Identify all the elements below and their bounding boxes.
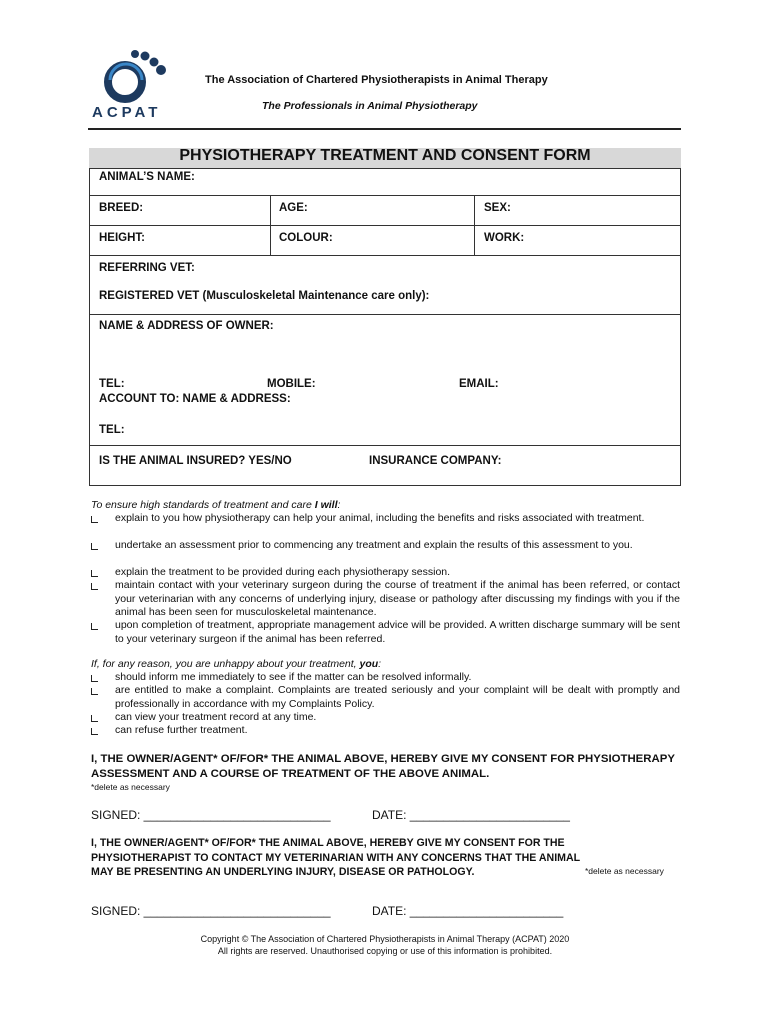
animal-name-field[interactable]: ANIMAL’S NAME: xyxy=(99,171,195,183)
referring-vet-field[interactable]: REFERRING VET: xyxy=(99,262,195,274)
signature-field-1[interactable]: SIGNED: ____________________________ xyxy=(91,808,331,822)
checkbox-icon xyxy=(91,623,98,630)
account-to-field[interactable]: ACCOUNT TO: NAME & ADDRESS: xyxy=(99,393,291,405)
divider xyxy=(90,225,680,226)
account-tel-field[interactable]: TEL: xyxy=(99,424,125,436)
checkbox-icon xyxy=(91,675,98,682)
email-field[interactable]: EMAIL: xyxy=(459,378,499,390)
unhappy-intro: If, for any reason, you are unhappy about your treatment, you: xyxy=(91,658,382,670)
date-field-2[interactable]: DATE: _______________________ xyxy=(372,904,564,918)
checkbox-icon xyxy=(91,543,98,550)
checkbox-icon xyxy=(91,715,98,722)
delete-note-1: *delete as necessary xyxy=(91,782,170,792)
insured-field[interactable]: IS THE ANIMAL INSURED? YES/NO xyxy=(99,455,292,467)
checkbox-icon xyxy=(91,583,98,590)
column-divider xyxy=(270,195,271,255)
consent-statement-1: I, THE OWNER/AGENT* OF/FOR* THE ANIMAL ABOVE, HEREBY GIVE MY CONSENT FOR PHYSIOTHERAPY ASSESSMENT AND A COURSE OF TREATMENT OF THE ABOVE ANIMAL. xyxy=(91,753,675,780)
divider xyxy=(90,314,680,315)
divider xyxy=(90,195,680,196)
divider xyxy=(90,255,680,256)
registered-vet-field[interactable]: REGISTERED VET (Musculoskeletal Maintenance care only): xyxy=(99,290,430,302)
signature-field-2[interactable]: SIGNED: ____________________________ xyxy=(91,904,331,918)
organisation-name: The Association of Chartered Physiotherapists in Animal Therapy xyxy=(205,74,548,86)
sex-field[interactable]: SEX: xyxy=(484,202,511,214)
rights-line: All rights are reserved. Unauthorised copying or use of this information is prohibited. xyxy=(217,946,553,956)
insurance-company-field[interactable]: INSURANCE COMPANY: xyxy=(369,455,502,467)
owner-field[interactable]: NAME & ADDRESS OF OWNER: xyxy=(99,320,274,332)
checkbox-icon xyxy=(91,516,98,523)
work-field[interactable]: WORK: xyxy=(484,232,525,244)
delete-note-2: *delete as necessary xyxy=(585,866,664,876)
breed-field[interactable]: BREED: xyxy=(99,202,144,214)
colour-field[interactable]: COLOUR: xyxy=(279,232,333,244)
commitments-intro: To ensure high standards of treatment and care I will: xyxy=(91,499,341,511)
date-field-1[interactable]: DATE: ________________________ xyxy=(372,808,570,822)
checkbox-icon xyxy=(91,688,98,695)
checkbox-icon xyxy=(91,728,98,735)
tagline: The Professionals in Animal Physiotherapy xyxy=(262,100,478,112)
divider xyxy=(90,445,680,446)
age-field[interactable]: AGE: xyxy=(279,202,308,214)
mobile-field[interactable]: MOBILE: xyxy=(267,378,316,390)
logo-text: ACPAT xyxy=(92,104,162,121)
checkbox-icon xyxy=(91,570,98,577)
height-field[interactable]: HEIGHT: xyxy=(99,232,145,244)
header-divider xyxy=(88,128,681,130)
consent-statement-2: I, THE OWNER/AGENT* OF/FOR* THE ANIMAL ABOVE, HEREBY GIVE MY CONSENT FOR THE PHYSIOTHERAPIST TO CONTACT MY VETERINARIAN WITH ANY CONCERNS THAT THE ANIMAL MAY BE PRESENTING AN UNDERLYING INJURY, DISEASE OR PATHOLOGY. xyxy=(91,837,580,878)
tel-field[interactable]: TEL: xyxy=(99,378,125,390)
column-divider xyxy=(474,195,475,255)
animal-details-form xyxy=(89,168,681,486)
copyright-line: Copyright © The Association of Chartered Physiotherapists in Animal Therapy (ACPAT) 2020 xyxy=(200,934,570,944)
copyright-footer xyxy=(89,933,681,957)
form-title: PHYSIOTHERAPY TREATMENT AND CONSENT FORM xyxy=(179,147,591,164)
